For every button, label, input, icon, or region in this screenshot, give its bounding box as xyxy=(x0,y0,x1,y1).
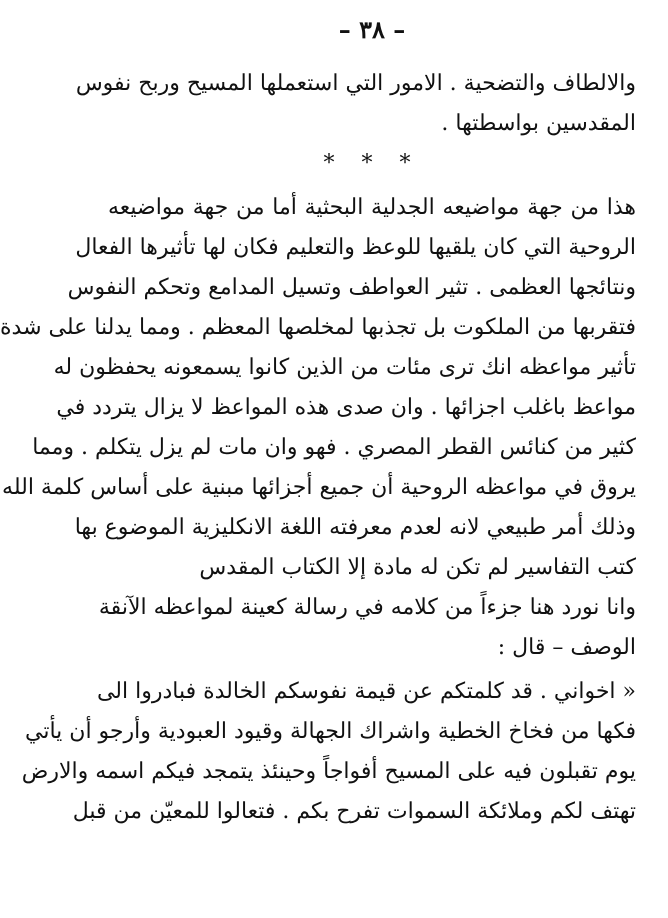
text-line: المقدسين بواسطتها . xyxy=(441,111,636,136)
text-line: يروق في مواعظه الروحية أن جميع أجزائها مبنية على أساس كلمة الله xyxy=(2,475,636,500)
text-line: الروحية التي كان يلقيها للوعظ والتعليم فكان لها تأثيرها الفعال xyxy=(75,235,636,260)
text-line: والالطاف والتضحية . الامور التي استعملها المسيح وربح نفوس xyxy=(75,71,636,96)
text-line: هذا من جهة مواضيعه الجدلية البحثية أما من جهة مواضيعه xyxy=(108,195,636,220)
intro-paragraph xyxy=(98,588,636,668)
text-line: ونتائجها العظمى . تثير العواطف وتسيل المدامع وتحكم النفوس xyxy=(67,275,636,300)
text-line: فتقربها من الملكوت بل تجذبها لمخلصها المعظم . ومما يدلنا على شدة xyxy=(0,315,636,340)
text-line: الوصف – قال : xyxy=(497,635,636,660)
section-separator: * * * xyxy=(323,151,421,176)
sermon-quote xyxy=(21,672,636,832)
text-line: كثير من كنائس القطر المصري . فهو وان مات لم يزل يتكلم . ومما xyxy=(32,435,636,460)
text-line: تأثير مواعظه انك ترى مئات من الذين كانوا يسمعونه يحفظون له xyxy=(53,355,636,380)
opening-paragraph xyxy=(75,64,636,144)
sermons-paragraph xyxy=(0,188,636,588)
text-line: تهتف لكم وملائكة السموات تفرح بكم . فتعالوا للمعيّن من قبل xyxy=(72,799,636,824)
text-line: كتب التفاسير لم تكن له مادة إلا الكتاب المقدس xyxy=(199,555,636,580)
text-line: مواعظ باغلب اجزائها . وان صدى هذه المواعظ لا يزال يتردد في xyxy=(56,395,636,420)
text-line: « اخواني . قد كلمتكم عن قيمة نفوسكم الخالدة فبادروا الى xyxy=(96,679,636,704)
text-line: فكها من فخاخ الخطية واشراك الجهالة وقيود العبودية وأرجو أن يأتي xyxy=(25,719,636,744)
text-line: وذلك أمر طبيعي لانه لعدم معرفته اللغة الانكليزية الموضوع بها xyxy=(74,515,636,540)
text-line: وانا نورد هنا جزءاً من كلامه في رسالة كعينة لمواعظه الآنقة xyxy=(98,595,636,620)
text-line: يوم تقبلون فيه على المسيح أفواجاً وحينئذ يتمجد فيكم اسمه والارض xyxy=(21,759,636,784)
page-number: – ٣٨ – xyxy=(338,15,406,44)
